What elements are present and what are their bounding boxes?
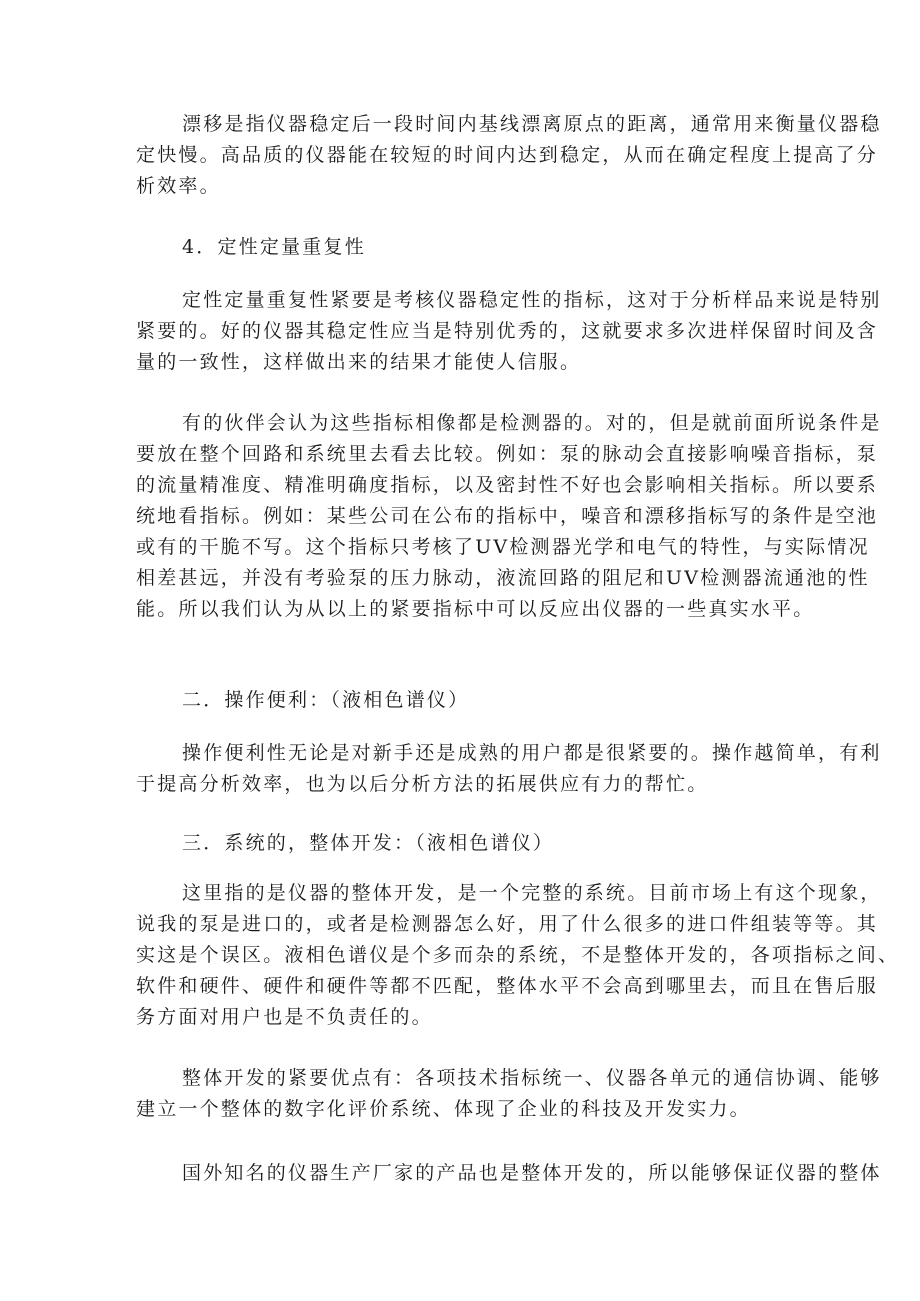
text-line: 定快慢。高品质的仪器能在较短的时间内达到稳定，从而在确定程度上提高了分	[136, 144, 879, 166]
text-line: 整体开发的紧要优点有：各项技术指标统一、仪器各单元的通信协调、能够	[182, 1067, 882, 1089]
text-line: 于提高分析效率，也为以后分析方法的拓展供应有力的帮忙。	[136, 773, 709, 795]
paragraph-indicators	[136, 408, 882, 625]
section-heading-repeatability	[136, 232, 842, 263]
section-heading-operation	[136, 685, 842, 716]
text-line: 或有的干脆不写。这个指标只考核了UV检测器光学和电气的特性，与实际情况	[136, 536, 870, 558]
paragraph-foreign-makers	[136, 1158, 882, 1189]
text-line: 能。所以我们认为从以上的紧要指标中可以反应出仪器的一些真实水平。	[136, 598, 815, 620]
paragraph-operation	[136, 738, 882, 800]
text-line: 析效率。	[136, 175, 221, 197]
text-line: 漂移是指仪器稳定后一段时间内基线漂离原点的距离，通常用来衡量仪器稳	[182, 113, 882, 135]
text-line: 相差甚远，并没有考验泵的压力脉动，液流回路的阻尼和UV检测器流通池的性	[136, 567, 870, 589]
text-line: 要放在整个回路和系统里去看去比较。例如：泵的脉动会直接影响噪音指标，泵	[136, 443, 879, 465]
text-line: 这里指的是仪器的整体开发，是一个完整的系统。目前市场上有这个现象，	[182, 882, 882, 904]
text-line: 说我的泵是进口的，或者是检测器怎么好，用了什么很多的进口件组装等等。其	[136, 913, 879, 935]
text-line: 紧要的。好的仪器其稳定性应当是特别优秀的，这就要求多次进样保留时间及含	[136, 320, 879, 342]
text-line: 定性定量重复性紧要是考核仪器稳定性的指标，这对于分析样品来说是特别	[182, 289, 882, 311]
paragraph-system	[136, 878, 900, 1033]
text-line: 务方面对用户也是不负责任的。	[136, 1006, 433, 1028]
text-line: 量的一致性，这样做出来的结果才能使人信服。	[136, 351, 582, 373]
heading-text: 二．操作便利：（液相色谱仪）	[182, 689, 470, 711]
text-line: 国外知名的仪器生产厂家的产品也是整体开发的，所以能够保证仪器的整体	[182, 1162, 882, 1184]
heading-text: 三．系统的，整体开发：（液相色谱仪）	[182, 832, 555, 854]
text-line: 统地看指标。例如：某些公司在公布的指标中，噪音和漂移指标写的条件是空池	[136, 505, 879, 527]
paragraph-repeatability	[136, 285, 882, 378]
text-line: 建立一个整体的数字化评价系统、体现了企业的科技及开发实力。	[136, 1098, 751, 1120]
text-line: 软件和硬件、硬件和硬件等都不匹配，整体水平不会高到哪里去，而且在售后服	[136, 975, 879, 997]
text-line: 有的伙伴会认为这些指标相像都是检测器的。对的，但是就前面所说条件是	[182, 412, 882, 434]
paragraph-advantages	[136, 1063, 882, 1125]
paragraph-drift	[136, 109, 882, 202]
section-heading-system	[136, 828, 842, 859]
heading-text: 4．定性定量重复性	[182, 236, 366, 258]
text-line: 的流量精准度、精准明确度指标，以及密封性不好也会影响相关指标。所以要系	[136, 474, 879, 496]
text-line: 操作便利性无论是对新手还是成熟的用户都是很紧要的。操作越简单，有利	[182, 742, 882, 764]
text-line: 实这是个误区。液相色谱仪是个多而杂的系统，不是整体开发的，各项指标之间、	[136, 944, 900, 966]
